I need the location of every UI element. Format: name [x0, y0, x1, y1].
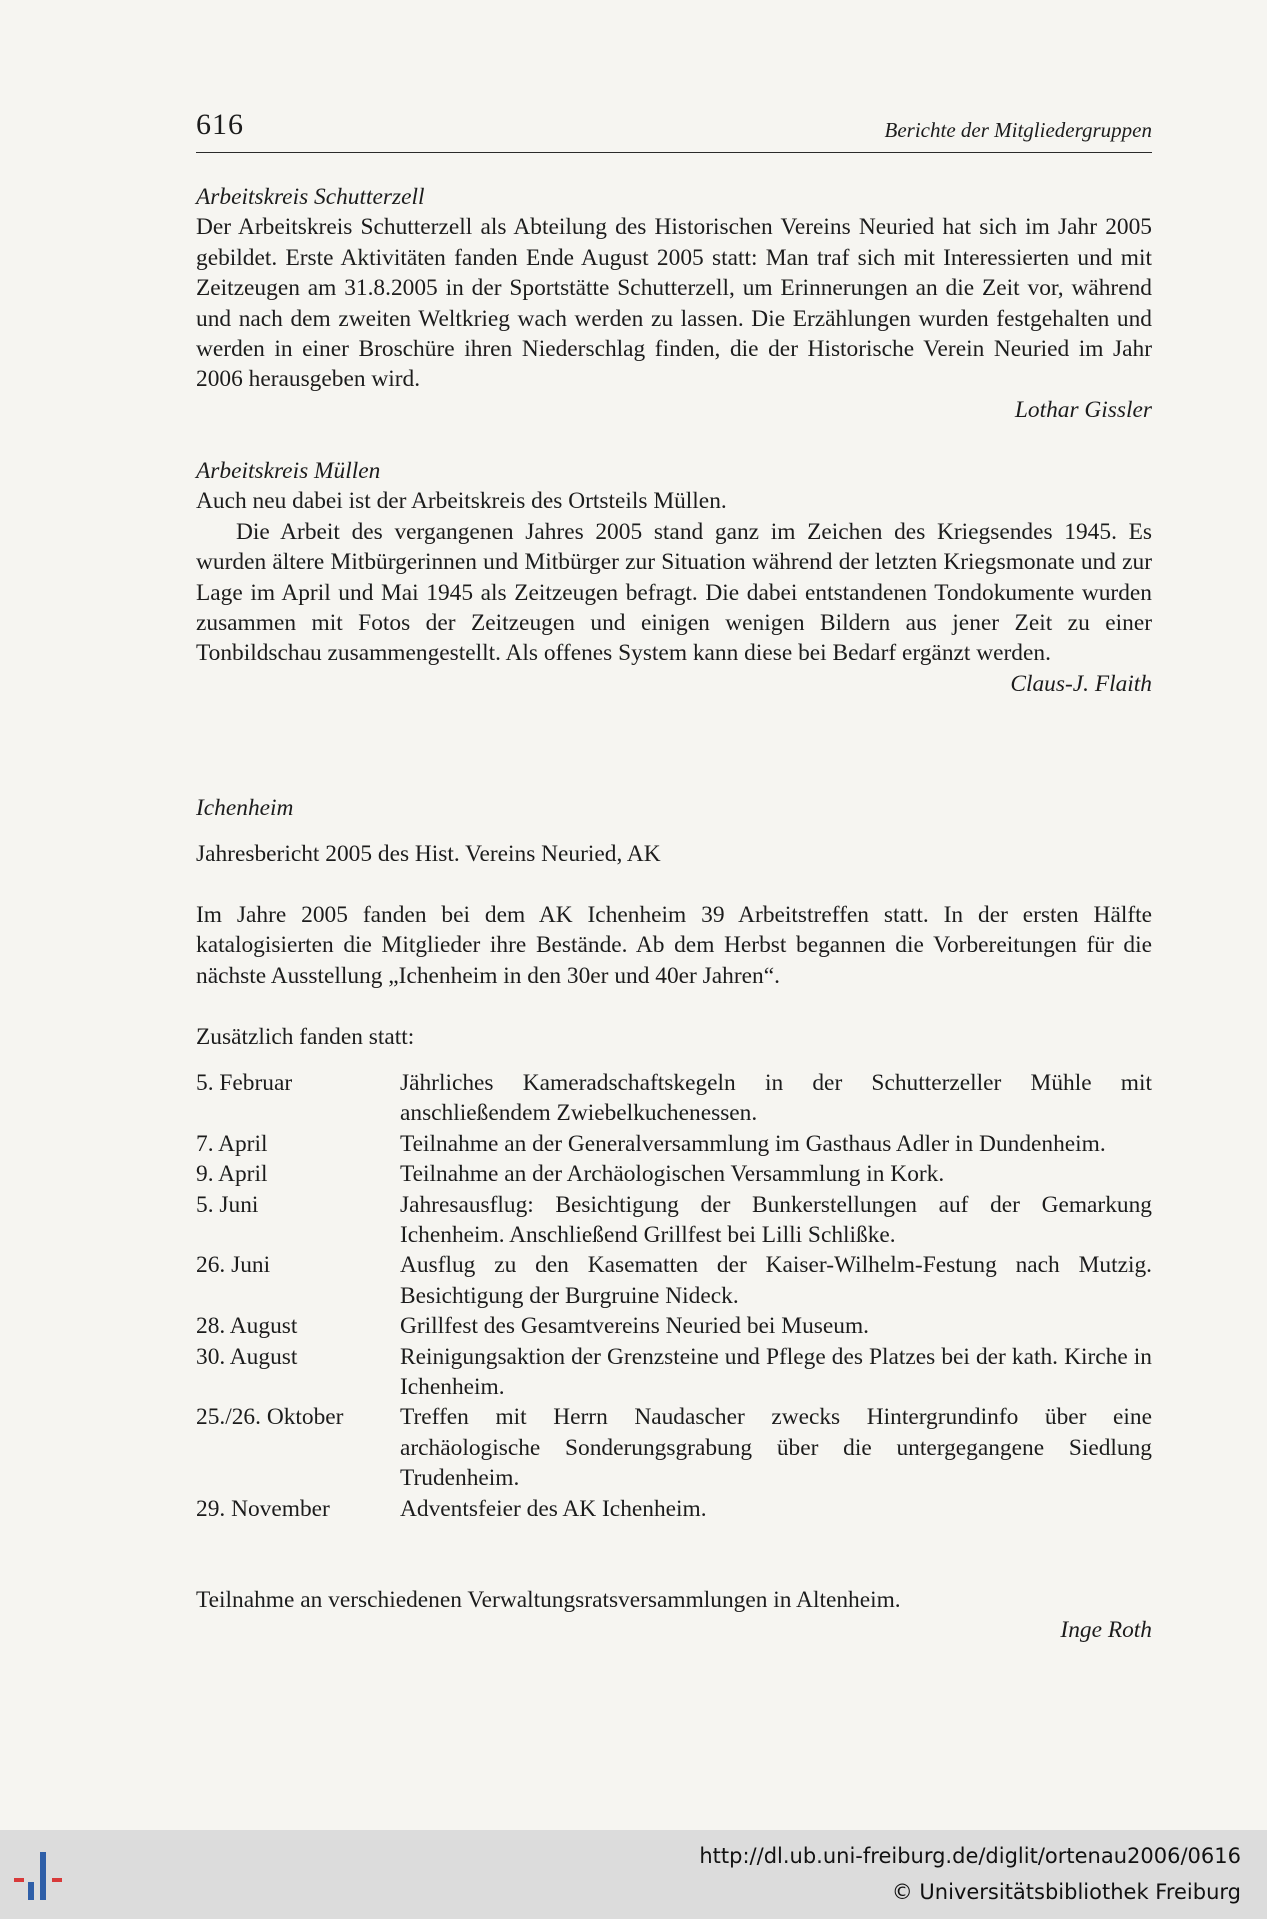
library-logo-icon: [12, 1852, 82, 1902]
list-intro-wrap: [196, 1022, 1152, 1052]
section-subtitle: Jahresbericht 2005 des Hist. Vereins Neuried, AK: [196, 841, 661, 867]
event-date: 5. Februar: [196, 1070, 293, 1096]
running-title: Berichte der Mitgliedergruppen: [884, 118, 1152, 142]
section-intro: Auch neu dabei ist der Arbeitskreis des Ortsteils Müllen.: [196, 488, 727, 515]
event-description: Teilnahme an der Archäologischen Versammlung in Kork.: [400, 1161, 945, 1188]
event-description: Jährliches Kameradschaftskegeln in der Schutterzeller Mühle mit anschließendem Zwiebelkuchenessen.: [400, 1070, 1152, 1127]
list-item: [196, 1402, 1152, 1493]
page-number: 616: [196, 108, 244, 141]
event-description: Ausflug zu den Kasematten der Kaiser-Wilhelm-Festung nach Mutzig. Besichtigung der Burgruine Nideck.: [400, 1252, 1152, 1309]
section-heading: Ichenheim: [196, 795, 294, 821]
closing-block: [196, 1585, 1152, 1646]
event-date: 26. Juni: [196, 1252, 271, 1279]
section-muellen: [196, 456, 1152, 699]
section-heading: Arbeitskreis Schutterzell: [196, 184, 425, 210]
section-heading: Arbeitskreis Müllen: [196, 458, 381, 484]
list-intro: Zusätzlich fanden statt:: [196, 1024, 415, 1050]
event-date: 9. April: [196, 1161, 268, 1188]
event-date: 28. August: [196, 1313, 298, 1340]
event-date: 29. November: [196, 1495, 330, 1522]
footer-bar: [0, 1830, 1267, 1919]
list-item: [196, 1494, 1152, 1524]
list-item: [196, 1250, 1152, 1311]
event-description: Reinigungsaktion der Grenzsteine und Pflege des Platzes bei der kath. Kirche in Ichenheim.: [400, 1343, 1152, 1401]
event-date: 5. Juni: [196, 1191, 259, 1218]
author-signature: Inge Roth: [1060, 1617, 1152, 1644]
author-signature: Claus-J. Flaith: [1010, 670, 1152, 697]
list-item: [196, 1159, 1152, 1189]
list-item: [196, 1342, 1152, 1403]
list-item: [196, 1190, 1152, 1251]
author-signature: Lothar Gissler: [1014, 396, 1152, 423]
event-date: 25./26. Oktober: [196, 1404, 344, 1431]
running-header: [196, 108, 1152, 153]
section-ichenheim: [196, 793, 1152, 823]
event-date: 7. April: [196, 1130, 268, 1157]
event-description: Teilnahme an der Generalversammlung im Gasthaus Adler in Dundenheim.: [400, 1130, 1106, 1157]
event-description: Jahresausflug: Besichtigung der Bunkerstellungen auf der Gemarkung Ichenheim. Anschließend Grillfest bei Lilli Schlißke.: [400, 1191, 1152, 1249]
list-item: [196, 1068, 1152, 1129]
section-paragraph: Im Jahre 2005 fanden bei dem AK Ichenheim 39 Arbeitstreffen statt. In der ersten Hälfte katalogisierten die Mitglieder ihre Bestände. Ab dem Herbst begannen die Vorbereitungen für die nächste Ausstellung „Ichenheim in den 30er und 40er Jahren“.: [196, 902, 1152, 989]
event-description: Adventsfeier des AK Ichenheim.: [400, 1495, 707, 1522]
event-date: 30. August: [196, 1343, 298, 1370]
section-paragraph-wrap: [196, 900, 1152, 991]
event-list: [196, 1068, 1152, 1524]
section-schutterzell: [196, 182, 1152, 425]
section-paragraph: Die Arbeit des vergangenen Jahres 2005 stand ganz im Zeichen des Kriegsendes 1945. Es wurden ältere Mitbürgerinnen und Mitbürger zur Situation während der letzten Kriegsmonate und zur Lage im April und Mai 1945 als Zeitzeugen befragt. Die dabei entstandenen Tondokumente wurden zusammen mit Fotos der Zeitzeugen und einigen wenigen Bildern aus jener Zeit zu einer Tonbildschau zusammengestellt. Als offenes System kann diese bei Bedarf ergänzt werden.: [196, 518, 1152, 667]
source-link[interactable]: http://dl.ub.uni-freiburg.de/diglit/ortenau2006/0616: [699, 1844, 1241, 1868]
list-item: [196, 1311, 1152, 1341]
event-description: Treffen mit Herrn Naudascher zwecks Hintergrundinfo über eine archäologische Sonderungsgrabung über die untergegangene Siedlung Trudenheim.: [400, 1404, 1152, 1492]
event-description: Grillfest des Gesamtvereins Neuried bei Museum.: [400, 1313, 869, 1340]
closing-line: Teilnahme an verschiedenen Verwaltungsratsversammlungen in Altenheim.: [196, 1587, 901, 1613]
section-paragraph: Der Arbeitskreis Schutterzell als Abteilung des Historischen Vereins Neuried hat sich im Jahr 2005 gebildet. Erste Aktivitäten fanden Ende August 2005 statt: Man traf sich mit Interessierten und mit Zeitzeugen am 31.8.2005 in der Sportstätte Schutterzell, um Erinnerungen an die Zeit vor, während und nach dem zweiten Weltkrieg wach werden zu lassen. Die Erzählungen wurden festgehalten und werden in einer Broschüre ihren Niederschlag finden, die der Historische Verein Neuried im Jahr 2006 herausgeben wird.: [196, 214, 1152, 393]
list-item: [196, 1129, 1152, 1159]
copyright-notice: © Universitätsbibliothek Freiburg: [891, 1880, 1241, 1904]
section-subtitle-wrap: [196, 839, 1152, 869]
